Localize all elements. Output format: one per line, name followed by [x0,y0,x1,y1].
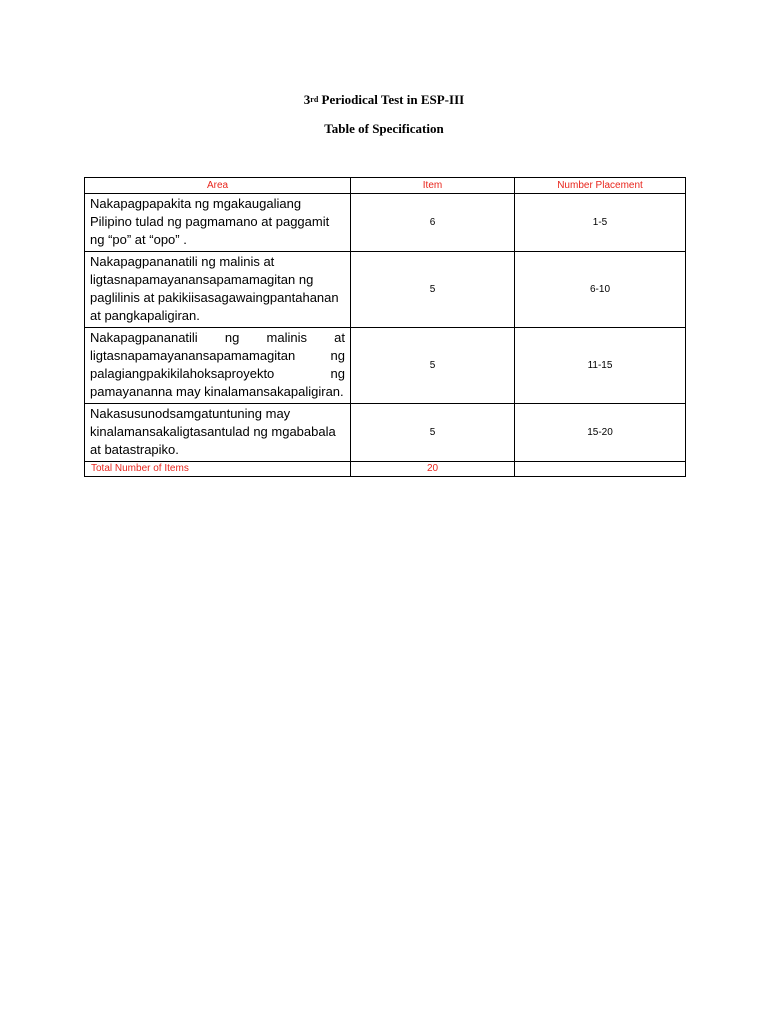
title-superscript: 3rd [303,92,319,107]
table-row [85,252,686,328]
table-row [85,328,686,404]
test-title [0,92,768,108]
row-area: Nakapagpananatili ng malinis at ligtasnapamayanansapamamagitan ng palagiangpakikilahoksaproyekto ng pamayananna may kinalamansakapaligiran. [85,328,351,404]
table-header-row [85,178,686,194]
specification-table [84,177,686,477]
total-row [85,462,686,477]
title-main: Periodical Test in ESP-III [321,92,465,107]
row-area: Nakapagpananatili ng malinis at ligtasnapamayanansapamamagitan ng paglilinis at pakikiisasagawaingpantahanan at pangkapaligiran. [85,252,351,328]
header-number-placement: Number Placement [515,178,686,194]
row-item: 5 [351,404,515,462]
header-item: Item [351,178,515,194]
row-area: Nakapagpapakita ng mgakaugaliang Pilipino tulad ng pagmamano at paggamit ng “po” at “opo” . [85,194,351,252]
row-item: 5 [351,328,515,404]
row-placement: 6-10 [515,252,686,328]
row-placement: 11-15 [515,328,686,404]
row-placement: 1-5 [515,194,686,252]
total-value: 20 [351,462,515,477]
row-item: 6 [351,194,515,252]
header-area: Area [85,178,351,194]
row-area: Nakasusunodsamgatuntuning may kinalamansakaligtasantulad ng mgababala at batastrapiko. [85,404,351,462]
total-placement [515,462,686,477]
total-label: Total Number of Items [85,462,351,477]
table-row [85,194,686,252]
row-placement: 15-20 [515,404,686,462]
table-subtitle: Table of Specification [324,121,444,136]
row-item: 5 [351,252,515,328]
table-row [85,404,686,462]
